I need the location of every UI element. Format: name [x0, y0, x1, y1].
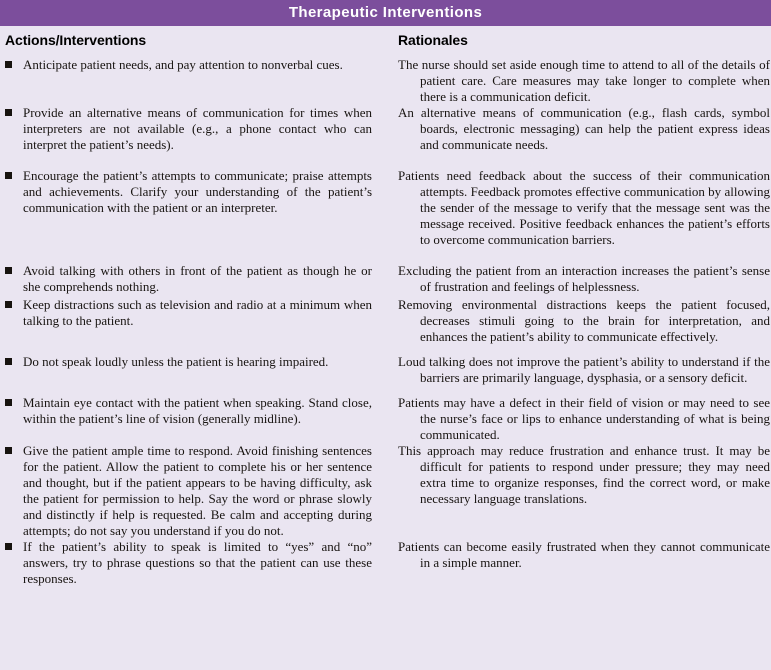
column-header-row [5, 26, 769, 57]
bullet-square-icon [5, 447, 12, 454]
bullet-square-icon [5, 301, 12, 308]
column-header-rationales: Rationales [398, 32, 468, 48]
action-cell [5, 354, 372, 386]
action-text: Keep distractions such as television and radio at a minimum when talking to the patient. [23, 297, 372, 328]
rationale-text: The nurse should set aside enough time to attend to all of the details of patient care. Care measures may take longer to complete when there is a communication deficit. [398, 57, 770, 104]
action-text: Do not speak loudly unless the patient is hearing impaired. [23, 354, 329, 369]
table-row [5, 539, 769, 587]
action-cell [5, 168, 372, 248]
column-header-actions: Actions/Interventions [5, 32, 147, 48]
table-title-bar [0, 0, 771, 26]
table-row [5, 395, 769, 443]
rationale-text: Patients may have a defect in their field of vision or may need to see the nurse’s face or lips to enhance understanding of what is being communicated. [398, 395, 770, 442]
action-text: Avoid talking with others in front of the patient as though he or she comprehends nothing. [23, 263, 372, 294]
action-cell [5, 297, 372, 345]
action-text: Encourage the patient’s attempts to communicate; praise attempts and achievements. Clarify your understanding of the patient’s communication with the patient or an interpreter. [23, 168, 372, 215]
action-cell [5, 263, 372, 295]
table-row [5, 354, 769, 386]
action-cell [5, 105, 372, 153]
table-row [5, 443, 769, 539]
action-cell [5, 539, 372, 587]
rationale-text: This approach may reduce frustration and enhance trust. It may be difficult for patients to respond under pressure; they may need extra time to organize responses, find the correct word, or make necessary language translations. [398, 443, 770, 506]
rationale-text: Excluding the patient from an interaction increases the patient’s sense of frustration and feelings of helplessness. [398, 263, 770, 294]
action-text: If the patient’s ability to speak is limited to “yes” and “no” answers, try to phrase questions so that the patient can use these responses. [23, 539, 372, 586]
table-row [5, 168, 769, 248]
rationale-text: Patients need feedback about the success of their communication attempts. Feedback promotes effective communication by allowing the sender of the message to verify that the message sent was the message received. Positive feedback enhances the patient’s efforts to overcome communication barriers. [398, 168, 770, 247]
table-title: Therapeutic Interventions [288, 4, 483, 21]
table-row [5, 263, 769, 295]
bullet-square-icon [5, 267, 12, 274]
bullet-square-icon [5, 172, 12, 179]
table-row [5, 297, 769, 345]
table-row [5, 105, 769, 153]
action-text: Give the patient ample time to respond. Avoid finishing sentences for the patient. Allow the patient to complete his or her sentence and thought, but if the patient appears to be having difficulty, ask the patient for permission to help. Say the word or phrase slowly and distinctly if help is requested. Be calm and accepting during attempts; do not say you understand if you do not. [23, 443, 372, 538]
rationale-text: Removing environmental distractions keeps the patient focused, decreases stimuli going to the brain for interpretation, and enhances the patient’s ability to communicate effectively. [398, 297, 770, 344]
bullet-square-icon [5, 543, 12, 550]
bullet-square-icon [5, 109, 12, 116]
bullet-square-icon [5, 358, 12, 365]
bullet-square-icon [5, 61, 12, 68]
rationale-text: Patients can become easily frustrated when they cannot communicate in a simple manner. [398, 539, 770, 570]
bullet-square-icon [5, 399, 12, 406]
table-body [0, 26, 771, 591]
action-cell [5, 395, 372, 443]
action-cell [5, 443, 372, 539]
rationale-text: An alternative means of communication (e.g., flash cards, symbol boards, electronic messaging) can help the patient express ideas and communicate needs. [398, 105, 770, 152]
action-text: Anticipate patient needs, and pay attention to nonverbal cues. [23, 57, 343, 72]
table-row [5, 57, 769, 105]
action-text: Provide an alternative means of communication for times when interpreters are not available (e.g., a phone contact who can interpret the patient’s needs). [23, 105, 372, 152]
action-text: Maintain eye contact with the patient when speaking. Stand close, within the patient’s line of vision (generally midline). [23, 395, 372, 426]
action-cell [5, 57, 372, 105]
rationale-text: Loud talking does not improve the patient’s ability to understand if the barriers are primarily language, dysphasia, or a sensory deficit. [398, 354, 770, 385]
